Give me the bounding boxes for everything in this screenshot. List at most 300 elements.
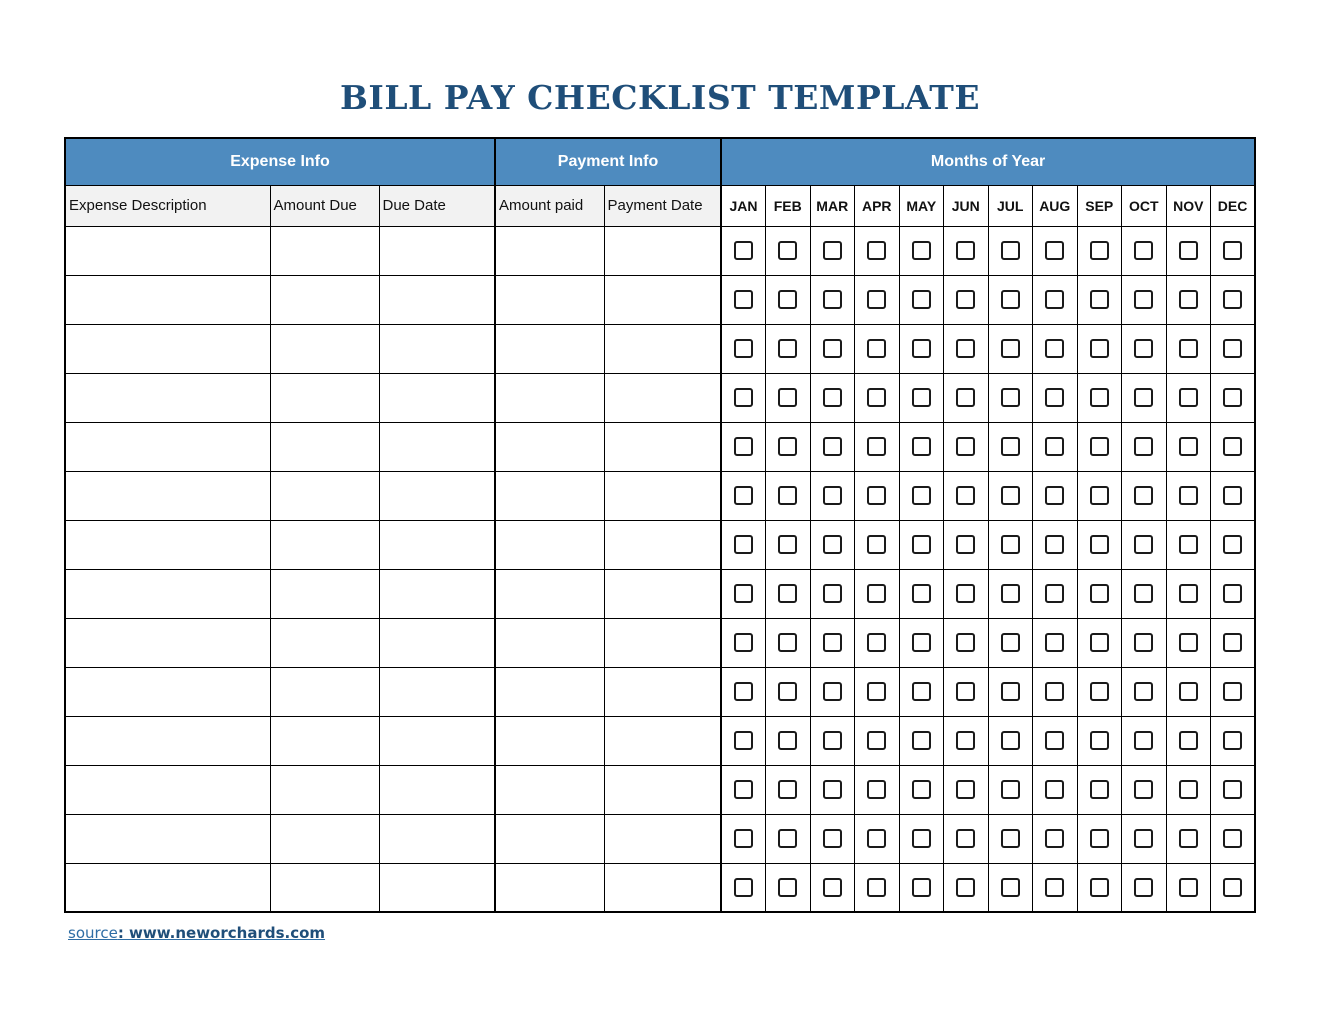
checkbox-jul[interactable] xyxy=(1001,731,1020,750)
checkbox-aug[interactable] xyxy=(1045,535,1064,554)
checkbox-may[interactable] xyxy=(912,682,931,701)
checkbox-may[interactable] xyxy=(912,241,931,260)
amount-paid-cell[interactable] xyxy=(495,569,604,618)
month-cell-jun xyxy=(944,471,989,520)
month-cell-jul xyxy=(988,618,1033,667)
checkbox-dec[interactable] xyxy=(1223,290,1242,309)
checkbox-apr[interactable] xyxy=(867,682,886,701)
checkbox-jun[interactable] xyxy=(956,535,975,554)
month-cell-aug xyxy=(1033,716,1078,765)
description-cell[interactable] xyxy=(65,863,270,912)
month-header-aug: AUG xyxy=(1033,185,1078,226)
checkbox-jul[interactable] xyxy=(1001,878,1020,897)
checkbox-dec[interactable] xyxy=(1223,535,1242,554)
month-cell-jan xyxy=(721,618,766,667)
month-cell-sep xyxy=(1077,373,1122,422)
column-header-due-date: Due Date xyxy=(379,185,495,226)
checkbox-sep[interactable] xyxy=(1090,584,1109,603)
due-date-cell[interactable] xyxy=(379,765,495,814)
amount-paid-cell[interactable] xyxy=(495,765,604,814)
month-cell-may xyxy=(899,226,944,275)
checkbox-apr[interactable] xyxy=(867,241,886,260)
due-date-cell[interactable] xyxy=(379,716,495,765)
checkbox-aug[interactable] xyxy=(1045,682,1064,701)
checkbox-may[interactable] xyxy=(912,437,931,456)
amount-paid-cell[interactable] xyxy=(495,471,604,520)
checkbox-feb[interactable] xyxy=(778,829,797,848)
checkbox-nov[interactable] xyxy=(1179,584,1198,603)
amount-due-cell[interactable] xyxy=(270,667,379,716)
checkbox-oct[interactable] xyxy=(1134,731,1153,750)
payment-date-cell[interactable] xyxy=(604,863,721,912)
checkbox-jan[interactable] xyxy=(734,241,753,260)
checkbox-sep[interactable] xyxy=(1090,388,1109,407)
source-url[interactable]: : www.neworchards.com xyxy=(117,924,326,942)
checkbox-jan[interactable] xyxy=(734,339,753,358)
checkbox-nov[interactable] xyxy=(1179,633,1198,652)
month-cell-mar xyxy=(810,520,855,569)
checkbox-jun[interactable] xyxy=(956,339,975,358)
checkbox-dec[interactable] xyxy=(1223,339,1242,358)
month-cell-feb xyxy=(766,226,811,275)
checkbox-may[interactable] xyxy=(912,780,931,799)
checkbox-apr[interactable] xyxy=(867,633,886,652)
checkbox-may[interactable] xyxy=(912,388,931,407)
checkbox-aug[interactable] xyxy=(1045,486,1064,505)
column-header-amount-due: Amount Due xyxy=(270,185,379,226)
checkbox-may[interactable] xyxy=(912,829,931,848)
checkbox-apr[interactable] xyxy=(867,731,886,750)
checkbox-nov[interactable] xyxy=(1179,731,1198,750)
column-header-amount-paid: Amount paid xyxy=(495,185,604,226)
amount-due-cell[interactable] xyxy=(270,324,379,373)
checkbox-mar[interactable] xyxy=(823,584,842,603)
checkbox-feb[interactable] xyxy=(778,241,797,260)
checkbox-jan[interactable] xyxy=(734,535,753,554)
due-date-cell[interactable] xyxy=(379,569,495,618)
checkbox-dec[interactable] xyxy=(1223,878,1242,897)
checkbox-apr[interactable] xyxy=(867,339,886,358)
description-cell[interactable] xyxy=(65,520,270,569)
checkbox-feb[interactable] xyxy=(778,633,797,652)
checkbox-dec[interactable] xyxy=(1223,829,1242,848)
checkbox-aug[interactable] xyxy=(1045,437,1064,456)
description-cell[interactable] xyxy=(65,275,270,324)
payment-date-cell[interactable] xyxy=(604,324,721,373)
month-cell-apr xyxy=(855,226,900,275)
amount-paid-cell[interactable] xyxy=(495,520,604,569)
checkbox-jun[interactable] xyxy=(956,290,975,309)
checkbox-dec[interactable] xyxy=(1223,633,1242,652)
payment-date-cell[interactable] xyxy=(604,618,721,667)
payment-date-cell[interactable] xyxy=(604,814,721,863)
checkbox-jun[interactable] xyxy=(956,878,975,897)
checkbox-oct[interactable] xyxy=(1134,682,1153,701)
checkbox-nov[interactable] xyxy=(1179,388,1198,407)
description-cell[interactable] xyxy=(65,422,270,471)
amount-due-cell[interactable] xyxy=(270,618,379,667)
checkbox-aug[interactable] xyxy=(1045,878,1064,897)
checkbox-jul[interactable] xyxy=(1001,241,1020,260)
month-cell-oct xyxy=(1122,814,1167,863)
month-header-may: MAY xyxy=(899,185,944,226)
month-cell-jan xyxy=(721,373,766,422)
checkbox-dec[interactable] xyxy=(1223,486,1242,505)
checkbox-apr[interactable] xyxy=(867,388,886,407)
checkbox-sep[interactable] xyxy=(1090,535,1109,554)
month-cell-apr xyxy=(855,373,900,422)
month-cell-mar xyxy=(810,226,855,275)
due-date-cell[interactable] xyxy=(379,226,495,275)
month-cell-aug xyxy=(1033,373,1078,422)
checkbox-dec[interactable] xyxy=(1223,388,1242,407)
checkbox-mar[interactable] xyxy=(823,388,842,407)
checkbox-dec[interactable] xyxy=(1223,780,1242,799)
checkbox-nov[interactable] xyxy=(1179,878,1198,897)
checkbox-jul[interactable] xyxy=(1001,437,1020,456)
checkbox-jun[interactable] xyxy=(956,633,975,652)
payment-date-cell[interactable] xyxy=(604,422,721,471)
checkbox-oct[interactable] xyxy=(1134,780,1153,799)
checkbox-feb[interactable] xyxy=(778,780,797,799)
checkbox-jan[interactable] xyxy=(734,878,753,897)
month-cell-nov xyxy=(1166,471,1211,520)
checkbox-feb[interactable] xyxy=(778,584,797,603)
amount-paid-cell[interactable] xyxy=(495,226,604,275)
checkbox-feb[interactable] xyxy=(778,437,797,456)
checkbox-mar[interactable] xyxy=(823,339,842,358)
checkbox-oct[interactable] xyxy=(1134,878,1153,897)
month-cell-jul xyxy=(988,569,1033,618)
due-date-cell[interactable] xyxy=(379,520,495,569)
checkbox-feb[interactable] xyxy=(778,731,797,750)
month-cell-aug xyxy=(1033,226,1078,275)
checkbox-may[interactable] xyxy=(912,584,931,603)
checkbox-jun[interactable] xyxy=(956,731,975,750)
month-cell-apr xyxy=(855,667,900,716)
amount-paid-cell[interactable] xyxy=(495,275,604,324)
due-date-cell[interactable] xyxy=(379,618,495,667)
amount-due-cell[interactable] xyxy=(270,471,379,520)
month-cell-oct xyxy=(1122,373,1167,422)
checkbox-jun[interactable] xyxy=(956,682,975,701)
checkbox-sep[interactable] xyxy=(1090,437,1109,456)
amount-due-cell[interactable] xyxy=(270,863,379,912)
due-date-cell[interactable] xyxy=(379,814,495,863)
checkbox-jul[interactable] xyxy=(1001,388,1020,407)
checkbox-aug[interactable] xyxy=(1045,241,1064,260)
checkbox-jan[interactable] xyxy=(734,388,753,407)
checkbox-dec[interactable] xyxy=(1223,682,1242,701)
month-cell-sep xyxy=(1077,275,1122,324)
checkbox-jul[interactable] xyxy=(1001,486,1020,505)
payment-date-cell[interactable] xyxy=(604,275,721,324)
checkbox-sep[interactable] xyxy=(1090,290,1109,309)
checkbox-oct[interactable] xyxy=(1134,437,1153,456)
checkbox-oct[interactable] xyxy=(1134,633,1153,652)
checkbox-aug[interactable] xyxy=(1045,829,1064,848)
checkbox-jun[interactable] xyxy=(956,780,975,799)
checkbox-sep[interactable] xyxy=(1090,682,1109,701)
checkbox-oct[interactable] xyxy=(1134,535,1153,554)
amount-paid-cell[interactable] xyxy=(495,373,604,422)
checkbox-may[interactable] xyxy=(912,290,931,309)
amount-due-cell[interactable] xyxy=(270,226,379,275)
month-cell-mar xyxy=(810,765,855,814)
month-cell-jul xyxy=(988,716,1033,765)
payment-date-cell[interactable] xyxy=(604,716,721,765)
checkbox-jan[interactable] xyxy=(734,290,753,309)
due-date-cell[interactable] xyxy=(379,422,495,471)
checkbox-sep[interactable] xyxy=(1090,780,1109,799)
checkbox-nov[interactable] xyxy=(1179,437,1198,456)
checkbox-jul[interactable] xyxy=(1001,584,1020,603)
checkbox-jun[interactable] xyxy=(956,584,975,603)
checkbox-sep[interactable] xyxy=(1090,339,1109,358)
description-cell[interactable] xyxy=(65,765,270,814)
month-cell-may xyxy=(899,765,944,814)
checkbox-feb[interactable] xyxy=(778,339,797,358)
due-date-cell[interactable] xyxy=(379,667,495,716)
checkbox-mar[interactable] xyxy=(823,780,842,799)
checkbox-nov[interactable] xyxy=(1179,241,1198,260)
checkbox-apr[interactable] xyxy=(867,437,886,456)
checkbox-mar[interactable] xyxy=(823,829,842,848)
checkbox-aug[interactable] xyxy=(1045,633,1064,652)
month-cell-feb xyxy=(766,814,811,863)
checkbox-jun[interactable] xyxy=(956,486,975,505)
checkbox-sep[interactable] xyxy=(1090,633,1109,652)
month-cell-may xyxy=(899,569,944,618)
checkbox-jan[interactable] xyxy=(734,731,753,750)
checkbox-may[interactable] xyxy=(912,633,931,652)
checkbox-oct[interactable] xyxy=(1134,486,1153,505)
checkbox-mar[interactable] xyxy=(823,241,842,260)
checkbox-aug[interactable] xyxy=(1045,339,1064,358)
due-date-cell[interactable] xyxy=(379,275,495,324)
payment-date-cell[interactable] xyxy=(604,765,721,814)
checkbox-nov[interactable] xyxy=(1179,682,1198,701)
checkbox-may[interactable] xyxy=(912,339,931,358)
amount-paid-cell[interactable] xyxy=(495,618,604,667)
checkbox-aug[interactable] xyxy=(1045,731,1064,750)
description-cell[interactable] xyxy=(65,569,270,618)
checkbox-feb[interactable] xyxy=(778,486,797,505)
checkbox-nov[interactable] xyxy=(1179,339,1198,358)
checkbox-sep[interactable] xyxy=(1090,241,1109,260)
checkbox-sep[interactable] xyxy=(1090,829,1109,848)
checkbox-jan[interactable] xyxy=(734,584,753,603)
description-cell[interactable] xyxy=(65,373,270,422)
month-cell-dec xyxy=(1211,716,1256,765)
checkbox-nov[interactable] xyxy=(1179,535,1198,554)
checkbox-mar[interactable] xyxy=(823,682,842,701)
checkbox-jul[interactable] xyxy=(1001,339,1020,358)
month-cell-dec xyxy=(1211,471,1256,520)
payment-date-cell[interactable] xyxy=(604,471,721,520)
checkbox-mar[interactable] xyxy=(823,633,842,652)
checkbox-aug[interactable] xyxy=(1045,584,1064,603)
amount-due-cell[interactable] xyxy=(270,275,379,324)
checkbox-jul[interactable] xyxy=(1001,290,1020,309)
payment-date-cell[interactable] xyxy=(604,667,721,716)
table-row xyxy=(65,667,1255,716)
month-cell-dec xyxy=(1211,814,1256,863)
month-cell-oct xyxy=(1122,765,1167,814)
checkbox-jun[interactable] xyxy=(956,829,975,848)
checkbox-mar[interactable] xyxy=(823,731,842,750)
checkbox-dec[interactable] xyxy=(1223,731,1242,750)
table-row xyxy=(65,569,1255,618)
amount-paid-cell[interactable] xyxy=(495,716,604,765)
checkbox-nov[interactable] xyxy=(1179,486,1198,505)
checkbox-sep[interactable] xyxy=(1090,731,1109,750)
checkbox-jan[interactable] xyxy=(734,682,753,701)
payment-date-cell[interactable] xyxy=(604,226,721,275)
amount-due-cell[interactable] xyxy=(270,373,379,422)
month-cell-jan xyxy=(721,275,766,324)
checkbox-jan[interactable] xyxy=(734,780,753,799)
checkbox-feb[interactable] xyxy=(778,878,797,897)
checkbox-oct[interactable] xyxy=(1134,829,1153,848)
amount-due-cell[interactable] xyxy=(270,814,379,863)
month-cell-mar xyxy=(810,373,855,422)
checkbox-aug[interactable] xyxy=(1045,388,1064,407)
due-date-cell[interactable] xyxy=(379,863,495,912)
checkbox-jun[interactable] xyxy=(956,388,975,407)
checkbox-jan[interactable] xyxy=(734,829,753,848)
checkbox-mar[interactable] xyxy=(823,290,842,309)
month-cell-nov xyxy=(1166,765,1211,814)
due-date-cell[interactable] xyxy=(379,471,495,520)
due-date-cell[interactable] xyxy=(379,324,495,373)
checkbox-may[interactable] xyxy=(912,878,931,897)
amount-due-cell[interactable] xyxy=(270,716,379,765)
month-cell-mar xyxy=(810,618,855,667)
payment-date-cell[interactable] xyxy=(604,569,721,618)
checkbox-jun[interactable] xyxy=(956,437,975,456)
checkbox-mar[interactable] xyxy=(823,437,842,456)
checkbox-jul[interactable] xyxy=(1001,829,1020,848)
checkbox-jul[interactable] xyxy=(1001,682,1020,701)
description-cell[interactable] xyxy=(65,814,270,863)
checkbox-sep[interactable] xyxy=(1090,878,1109,897)
amount-due-cell[interactable] xyxy=(270,422,379,471)
amount-paid-cell[interactable] xyxy=(495,667,604,716)
month-cell-may xyxy=(899,373,944,422)
checkbox-apr[interactable] xyxy=(867,878,886,897)
month-header-oct: OCT xyxy=(1122,185,1167,226)
description-cell[interactable] xyxy=(65,471,270,520)
month-cell-mar xyxy=(810,569,855,618)
month-cell-jan xyxy=(721,324,766,373)
month-cell-jun xyxy=(944,520,989,569)
amount-paid-cell[interactable] xyxy=(495,863,604,912)
checkbox-nov[interactable] xyxy=(1179,780,1198,799)
checkbox-jul[interactable] xyxy=(1001,633,1020,652)
checkbox-oct[interactable] xyxy=(1134,584,1153,603)
month-cell-may xyxy=(899,716,944,765)
checkbox-jan[interactable] xyxy=(734,437,753,456)
checkbox-feb[interactable] xyxy=(778,535,797,554)
checkbox-aug[interactable] xyxy=(1045,780,1064,799)
checkbox-oct[interactable] xyxy=(1134,339,1153,358)
checkbox-apr[interactable] xyxy=(867,780,886,799)
checkbox-oct[interactable] xyxy=(1134,290,1153,309)
checkbox-apr[interactable] xyxy=(867,290,886,309)
month-cell-nov xyxy=(1166,275,1211,324)
checkbox-mar[interactable] xyxy=(823,878,842,897)
month-cell-aug xyxy=(1033,324,1078,373)
checkbox-sep[interactable] xyxy=(1090,486,1109,505)
checkbox-jul[interactable] xyxy=(1001,780,1020,799)
checkbox-jan[interactable] xyxy=(734,633,753,652)
checkbox-mar[interactable] xyxy=(823,486,842,505)
checkbox-feb[interactable] xyxy=(778,388,797,407)
month-cell-aug xyxy=(1033,863,1078,912)
checkbox-may[interactable] xyxy=(912,535,931,554)
amount-paid-cell[interactable] xyxy=(495,814,604,863)
checkbox-aug[interactable] xyxy=(1045,290,1064,309)
description-cell[interactable] xyxy=(65,716,270,765)
checkbox-jul[interactable] xyxy=(1001,535,1020,554)
month-cell-may xyxy=(899,814,944,863)
checkbox-dec[interactable] xyxy=(1223,437,1242,456)
description-cell[interactable] xyxy=(65,226,270,275)
month-cell-aug xyxy=(1033,765,1078,814)
month-cell-may xyxy=(899,324,944,373)
checkbox-jun[interactable] xyxy=(956,241,975,260)
checkbox-apr[interactable] xyxy=(867,829,886,848)
description-cell[interactable] xyxy=(65,618,270,667)
checkbox-jan[interactable] xyxy=(734,486,753,505)
month-cell-apr xyxy=(855,471,900,520)
checkbox-apr[interactable] xyxy=(867,486,886,505)
month-cell-feb xyxy=(766,422,811,471)
month-cell-sep xyxy=(1077,520,1122,569)
amount-due-cell[interactable] xyxy=(270,765,379,814)
checkbox-apr[interactable] xyxy=(867,584,886,603)
checkbox-apr[interactable] xyxy=(867,535,886,554)
due-date-cell[interactable] xyxy=(379,373,495,422)
payment-date-cell[interactable] xyxy=(604,373,721,422)
checkbox-feb[interactable] xyxy=(778,682,797,701)
description-cell[interactable] xyxy=(65,667,270,716)
payment-date-cell[interactable] xyxy=(604,520,721,569)
checkbox-may[interactable] xyxy=(912,486,931,505)
description-cell[interactable] xyxy=(65,324,270,373)
month-cell-aug xyxy=(1033,275,1078,324)
amount-due-cell[interactable] xyxy=(270,569,379,618)
amount-paid-cell[interactable] xyxy=(495,422,604,471)
checkbox-oct[interactable] xyxy=(1134,388,1153,407)
checkbox-nov[interactable] xyxy=(1179,290,1198,309)
month-cell-mar xyxy=(810,324,855,373)
source-link[interactable] xyxy=(68,924,325,942)
month-cell-dec xyxy=(1211,569,1256,618)
checkbox-mar[interactable] xyxy=(823,535,842,554)
month-cell-feb xyxy=(766,275,811,324)
amount-due-cell[interactable] xyxy=(270,520,379,569)
checkbox-nov[interactable] xyxy=(1179,829,1198,848)
checkbox-dec[interactable] xyxy=(1223,241,1242,260)
checkbox-may[interactable] xyxy=(912,731,931,750)
checkbox-feb[interactable] xyxy=(778,290,797,309)
amount-paid-cell[interactable] xyxy=(495,324,604,373)
checkbox-oct[interactable] xyxy=(1134,241,1153,260)
checkbox-dec[interactable] xyxy=(1223,584,1242,603)
table-body xyxy=(65,226,1255,912)
